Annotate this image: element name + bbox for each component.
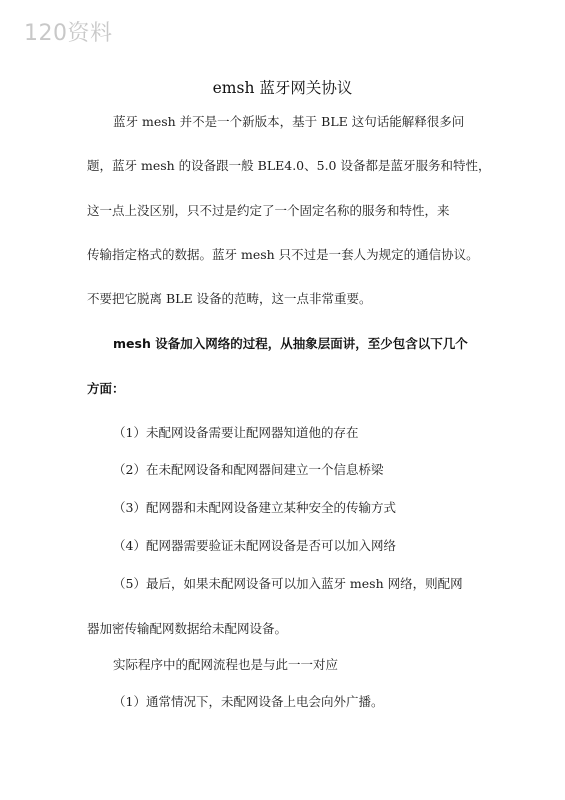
intro-line-2: 题，蓝牙 mesh 的设备跟一般 BLE4.0、5.0 设备都是蓝牙服务和特性，: [87, 158, 491, 173]
document-title: emsh 蓝牙网关协议: [212, 79, 353, 97]
step-item-5: （5）最后，如果未配网设备可以加入蓝牙 mesh 网络，则配网: [113, 576, 463, 591]
intro-line-4: 传输指定格式的数据。蓝牙 mesh 只不过是一套人为规定的通信协议。: [87, 247, 479, 262]
step-item-5-continuation: 器加密传输配网数据给未配网设备。: [87, 621, 288, 636]
section-heading-line-1: mesh 设备加入网络的过程，从抽象层面讲，至少包含以下几个: [113, 336, 468, 351]
watermark: 120资料: [24, 21, 113, 46]
step-item-3: （3）配网器和未配网设备建立某种安全的传输方式: [113, 500, 396, 515]
intro-line-5: 不要把它脱离 BLE 设备的范畴，这一点非常重要。: [87, 291, 372, 306]
practice-intro: 实际程序中的配网流程也是与此一一对应: [113, 657, 339, 672]
step-item-4: （4）配网器需要验证未配网设备是否可以加入网络: [113, 538, 396, 553]
practice-step-1: （1）通常情况下，未配网设备上电会向外广播。: [113, 694, 384, 709]
intro-line-3: 这一点上没区别，只不过是约定了一个固定名称的服务和特性，来: [87, 203, 450, 218]
step-item-1: （1）未配网设备需要让配网器知道他的存在: [113, 425, 359, 440]
step-item-2: （2）在未配网设备和配网器间建立一个信息桥梁: [113, 462, 384, 477]
intro-line-1: 蓝牙 mesh 并不是一个新版本，基于 BLE 这句话能解释很多问: [113, 114, 465, 129]
section-heading-line-2: 方面：: [87, 381, 125, 396]
